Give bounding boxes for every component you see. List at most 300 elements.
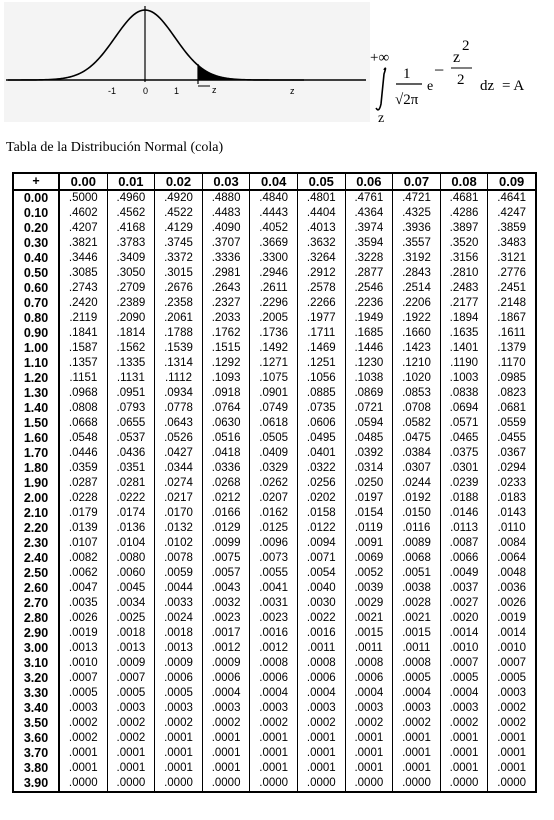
row-header-z: 2.40 (13, 551, 59, 566)
table-cell: .2611 (250, 281, 298, 296)
table-container (12, 172, 537, 793)
table-row (13, 206, 536, 221)
table-cell: .2877 (345, 266, 393, 281)
table-cell: .0968 (59, 386, 107, 401)
table-cell: .1271 (250, 356, 298, 371)
table-cell: .0351 (107, 461, 155, 476)
table-cell: .0068 (393, 551, 441, 566)
table-cell: .2206 (393, 296, 441, 311)
table-row (13, 551, 536, 566)
table-cell: .0001 (297, 731, 345, 746)
table-cell: .0179 (59, 506, 107, 521)
table-cell: .0000 (250, 776, 298, 792)
table-cell: .4880 (202, 190, 250, 206)
table-row (13, 566, 536, 581)
table-cell: .3015 (155, 266, 203, 281)
table-cell: .3821 (59, 236, 107, 251)
table-cell: .0007 (107, 671, 155, 686)
column-header: 0.09 (488, 173, 536, 190)
table-row (13, 356, 536, 371)
table-cell: .1562 (107, 341, 155, 356)
table-cell: .0901 (250, 386, 298, 401)
row-header-z: 1.90 (13, 476, 59, 491)
table-cell: .3783 (107, 236, 155, 251)
table-cell: .0409 (250, 446, 298, 461)
exponent-z: z (453, 49, 461, 66)
table-cell: .1401 (440, 341, 488, 356)
table-cell: .0006 (297, 671, 345, 686)
row-header-z: 1.80 (13, 461, 59, 476)
table-row (13, 776, 536, 792)
table-cell: .0045 (107, 581, 155, 596)
table-cell: .0001 (488, 746, 536, 761)
row-header-z: 2.20 (13, 521, 59, 536)
table-cell: .0436 (107, 446, 155, 461)
table-cell: .1335 (107, 356, 155, 371)
table-cell: .0001 (250, 731, 298, 746)
table-caption: Tabla de la Distribución Normal (cola) (6, 140, 224, 155)
table-cell: .0985 (488, 371, 536, 386)
table-cell: .0011 (297, 641, 345, 656)
row-header-z: 3.30 (13, 686, 59, 701)
table-cell: .3300 (250, 251, 298, 266)
table-cell: .4090 (202, 221, 250, 236)
table-cell: .0057 (202, 566, 250, 581)
table-cell: .1814 (107, 326, 155, 341)
table-cell: .0001 (440, 761, 488, 776)
table-cell: .4207 (59, 221, 107, 236)
table-cell: .2358 (155, 296, 203, 311)
table-cell: .4801 (297, 190, 345, 206)
table-row (13, 701, 536, 716)
table-cell: .0951 (107, 386, 155, 401)
table-row (13, 596, 536, 611)
table-cell: .0150 (393, 506, 441, 521)
table-cell: .0019 (488, 611, 536, 626)
table-cell: .0401 (297, 446, 345, 461)
column-header: 0.04 (250, 173, 298, 190)
table-row (13, 311, 536, 326)
table-cell: .5000 (59, 190, 107, 206)
row-header-z: 3.70 (13, 746, 59, 761)
table-header-row (13, 173, 536, 190)
table-cell: .0013 (107, 641, 155, 656)
table-cell: .0000 (107, 776, 155, 792)
table-cell: .0012 (250, 641, 298, 656)
table-cell: .0025 (107, 611, 155, 626)
table-cell: .0099 (202, 536, 250, 551)
table-row (13, 761, 536, 776)
row-header-z: 2.30 (13, 536, 59, 551)
table-cell: .0274 (155, 476, 203, 491)
table-cell: .0052 (345, 566, 393, 581)
table-cell: .2033 (202, 311, 250, 326)
column-header: 0.00 (59, 173, 107, 190)
table-cell: .3974 (345, 221, 393, 236)
table-cell: .0212 (202, 491, 250, 506)
table-cell: .0084 (488, 536, 536, 551)
table-cell: .4404 (297, 206, 345, 221)
row-header-z: 3.20 (13, 671, 59, 686)
table-cell: .0003 (202, 701, 250, 716)
table-cell: .0869 (345, 386, 393, 401)
table-cell: .0003 (345, 701, 393, 716)
table-cell: .0018 (155, 626, 203, 641)
table-cell: .1151 (59, 371, 107, 386)
table-row (13, 221, 536, 236)
table-cell: .0005 (488, 671, 536, 686)
table-cell: .0026 (488, 596, 536, 611)
table-cell: .0062 (59, 566, 107, 581)
table-cell: .0009 (155, 656, 203, 671)
table-cell: .3669 (250, 236, 298, 251)
table-cell: .0001 (59, 761, 107, 776)
table-cell: .0036 (488, 581, 536, 596)
table-cell: .0080 (107, 551, 155, 566)
table-cell: .1635 (440, 326, 488, 341)
row-header-z: 0.70 (13, 296, 59, 311)
table-cell: .0021 (393, 611, 441, 626)
table-cell: .0122 (297, 521, 345, 536)
table-cell: .2266 (297, 296, 345, 311)
table-cell: .2119 (59, 311, 107, 326)
table-cell: .0054 (297, 566, 345, 581)
table-cell: .1003 (440, 371, 488, 386)
table-row (13, 266, 536, 281)
exponent-sign: − (434, 60, 445, 80)
table-cell: .0002 (59, 716, 107, 731)
row-header-z: 2.80 (13, 611, 59, 626)
table-row (13, 341, 536, 356)
table-cell: .1170 (488, 356, 536, 371)
table-cell: .1515 (202, 341, 250, 356)
table-cell: .2843 (393, 266, 441, 281)
table-cell: .1922 (393, 311, 441, 326)
table-cell: .0004 (250, 686, 298, 701)
table-cell: .0418 (202, 446, 250, 461)
table-cell: .0001 (59, 746, 107, 761)
table-cell: .0002 (107, 716, 155, 731)
table-cell: .0013 (59, 641, 107, 656)
row-header-z: 0.20 (13, 221, 59, 236)
table-cell: .0002 (155, 716, 203, 731)
corner-header: + (13, 173, 59, 190)
table-cell: .0002 (440, 716, 488, 731)
table-cell: .0344 (155, 461, 203, 476)
table-cell: .3372 (155, 251, 203, 266)
table-cell: .0003 (297, 701, 345, 716)
table-cell: .2743 (59, 281, 107, 296)
table-cell: .0001 (107, 746, 155, 761)
row-header-z: 2.00 (13, 491, 59, 506)
tick-label-z-end: z (290, 86, 295, 96)
table-cell: .0066 (440, 551, 488, 566)
table-cell: .4681 (440, 190, 488, 206)
table-cell: .1469 (297, 341, 345, 356)
table-row (13, 371, 536, 386)
table-cell: .4920 (155, 190, 203, 206)
table-cell: .0001 (250, 746, 298, 761)
table-cell: .0548 (59, 431, 107, 446)
table-cell: .0029 (345, 596, 393, 611)
table-cell: .3594 (345, 236, 393, 251)
table-cell: .1056 (297, 371, 345, 386)
table-cell: .0392 (345, 446, 393, 461)
table-cell: .2296 (250, 296, 298, 311)
table-cell: .0001 (155, 746, 203, 761)
row-header-z: 2.90 (13, 626, 59, 641)
table-row (13, 656, 536, 671)
table-cell: .0427 (155, 446, 203, 461)
row-header-z: 2.10 (13, 506, 59, 521)
table-cell: .0708 (393, 401, 441, 416)
table-cell: .4602 (59, 206, 107, 221)
row-header-z: 1.50 (13, 416, 59, 431)
table-cell: .0287 (59, 476, 107, 491)
table-cell: .2643 (202, 281, 250, 296)
table-cell: .0078 (155, 551, 203, 566)
table-cell: .0022 (297, 611, 345, 626)
table-cell: .2389 (107, 296, 155, 311)
table-cell: .1314 (155, 356, 203, 371)
table-row (13, 506, 536, 521)
table-cell: .0694 (440, 401, 488, 416)
table-cell: .0001 (440, 746, 488, 761)
table-cell: .4721 (393, 190, 441, 206)
table-cell: .0040 (297, 581, 345, 596)
table-cell: .0009 (107, 656, 155, 671)
table-cell: .3050 (107, 266, 155, 281)
table-cell: .0011 (345, 641, 393, 656)
table-cell: .0028 (393, 596, 441, 611)
column-header: 0.07 (393, 173, 441, 190)
table-cell: .3897 (440, 221, 488, 236)
table-cell: .0764 (202, 401, 250, 416)
table-cell: .3121 (488, 251, 536, 266)
table-cell: .0188 (440, 491, 488, 506)
table-row (13, 401, 536, 416)
table-cell: .0119 (345, 521, 393, 536)
table-cell: .4325 (393, 206, 441, 221)
table-cell: .0001 (345, 731, 393, 746)
row-header-z: 3.90 (13, 776, 59, 792)
table-cell: .0000 (393, 776, 441, 792)
table-row (13, 641, 536, 656)
table-cell: .0000 (202, 776, 250, 792)
table-cell: .0823 (488, 386, 536, 401)
table-cell: .0003 (59, 701, 107, 716)
table-cell: .0571 (440, 416, 488, 431)
table-cell: .3446 (59, 251, 107, 266)
table-cell: .0495 (297, 431, 345, 446)
table-cell: .0004 (393, 686, 441, 701)
table-cell: .0853 (393, 386, 441, 401)
row-header-z: 1.60 (13, 431, 59, 446)
table-cell: .0001 (202, 761, 250, 776)
table-cell: .0002 (297, 716, 345, 731)
table-cell: .0002 (488, 716, 536, 731)
table-cell: .0505 (250, 431, 298, 446)
table-cell: .0091 (345, 536, 393, 551)
table-cell: .0143 (488, 506, 536, 521)
table-cell: .0003 (107, 701, 155, 716)
row-header-z: 1.40 (13, 401, 59, 416)
table-cell: .0010 (488, 641, 536, 656)
table-cell: .3264 (297, 251, 345, 266)
table-cell: .2420 (59, 296, 107, 311)
table-row (13, 296, 536, 311)
table-cell: .3745 (155, 236, 203, 251)
table-cell: .4522 (155, 206, 203, 221)
table-cell: .3483 (488, 236, 536, 251)
table-cell: .0001 (345, 746, 393, 761)
table-cell: .0885 (297, 386, 345, 401)
table-cell: .1190 (440, 356, 488, 371)
table-row (13, 236, 536, 251)
table-cell: .4364 (345, 206, 393, 221)
table-cell: .4443 (250, 206, 298, 221)
table-row (13, 326, 536, 341)
table-row (13, 731, 536, 746)
table-cell: .0037 (440, 581, 488, 596)
table-cell: .0005 (155, 686, 203, 701)
table-cell: .0001 (440, 731, 488, 746)
table-cell: .2546 (345, 281, 393, 296)
table-cell: .2810 (440, 266, 488, 281)
exponent-power: 2 (462, 38, 470, 54)
table-row (13, 416, 536, 431)
table-cell: .3228 (345, 251, 393, 266)
table-cell: .0005 (107, 686, 155, 701)
table-row (13, 626, 536, 641)
table-cell: .0336 (202, 461, 250, 476)
table-cell: .0475 (393, 431, 441, 446)
table-cell: .0001 (393, 746, 441, 761)
table-row (13, 611, 536, 626)
table-cell: .4247 (488, 206, 536, 221)
table-cell: .0075 (202, 551, 250, 566)
table-cell: .0001 (393, 731, 441, 746)
row-header-z: 1.10 (13, 356, 59, 371)
row-header-z: 0.60 (13, 281, 59, 296)
exponent-denominator: 2 (457, 72, 465, 88)
table-cell: .1762 (202, 326, 250, 341)
table-cell: .4761 (345, 190, 393, 206)
table-cell: .0000 (488, 776, 536, 792)
table-cell: .0044 (155, 581, 203, 596)
table-cell: .0918 (202, 386, 250, 401)
table-cell: .0162 (250, 506, 298, 521)
table-cell: .0294 (488, 461, 536, 476)
table-cell: .0006 (250, 671, 298, 686)
column-header: 0.03 (202, 173, 250, 190)
row-header-z: 0.30 (13, 236, 59, 251)
table-cell: .0281 (107, 476, 155, 491)
table-row (13, 446, 536, 461)
row-header-z: 0.40 (13, 251, 59, 266)
table-cell: .0003 (155, 701, 203, 716)
table-cell: .2514 (393, 281, 441, 296)
table-cell: .1949 (345, 311, 393, 326)
normal-distribution-table (12, 172, 537, 793)
table-cell: .0154 (345, 506, 393, 521)
table-cell: .0104 (107, 536, 155, 551)
table-cell: .0146 (440, 506, 488, 521)
table-cell: .1492 (250, 341, 298, 356)
table-cell: .0004 (440, 686, 488, 701)
table-cell: .4641 (488, 190, 536, 206)
formula-svg (368, 18, 554, 128)
table-cell: .2177 (440, 296, 488, 311)
table-cell: .0655 (107, 416, 155, 431)
table-cell: .0455 (488, 431, 536, 446)
row-header-z: 0.50 (13, 266, 59, 281)
table-cell: .1685 (345, 326, 393, 341)
table-cell: .0002 (202, 716, 250, 731)
table-cell: .0023 (250, 611, 298, 626)
table-cell: .0041 (250, 581, 298, 596)
table-cell: .0116 (393, 521, 441, 536)
row-header-z: 1.00 (13, 341, 59, 356)
table-cell: .0055 (250, 566, 298, 581)
table-cell: .0778 (155, 401, 203, 416)
row-header-z: 0.10 (13, 206, 59, 221)
table-cell: .0485 (345, 431, 393, 446)
table-cell: .0002 (488, 701, 536, 716)
table-cell: .0038 (393, 581, 441, 596)
table-cell: .2981 (202, 266, 250, 281)
table-cell: .0064 (488, 551, 536, 566)
table-cell: .0082 (59, 551, 107, 566)
table-cell: .0113 (440, 521, 488, 536)
table-cell: .0107 (59, 536, 107, 551)
table-cell: .0000 (297, 776, 345, 792)
table-cell: .0020 (440, 611, 488, 626)
row-header-z: 3.00 (13, 641, 59, 656)
table-cell: .0000 (440, 776, 488, 792)
table-cell: .0032 (202, 596, 250, 611)
table-cell: .1539 (155, 341, 203, 356)
table-row (13, 431, 536, 446)
table-row (13, 491, 536, 506)
table-cell: .0002 (345, 716, 393, 731)
table-cell: .1093 (202, 371, 250, 386)
table-cell: .0322 (297, 461, 345, 476)
table-cell: .1736 (250, 326, 298, 341)
table-cell: .0170 (155, 506, 203, 521)
table-cell: .0192 (393, 491, 441, 506)
fraction-numerator: 1 (403, 66, 411, 82)
table-cell: .0094 (297, 536, 345, 551)
table-cell: .4168 (107, 221, 155, 236)
table-row (13, 536, 536, 551)
differential: dz (480, 78, 495, 94)
table-cell: .0001 (297, 746, 345, 761)
table-cell: .0001 (155, 731, 203, 746)
table-cell: .0002 (107, 731, 155, 746)
table-cell: .0003 (393, 701, 441, 716)
table-cell: .0262 (250, 476, 298, 491)
table-cell: .0031 (250, 596, 298, 611)
table-cell: .0934 (155, 386, 203, 401)
table-row (13, 281, 536, 296)
table-cell: .0005 (440, 671, 488, 686)
table-cell: .0250 (345, 476, 393, 491)
table-cell: .0004 (202, 686, 250, 701)
table-cell: .0000 (345, 776, 393, 792)
table-cell: .0073 (250, 551, 298, 566)
table-cell: .0014 (440, 626, 488, 641)
